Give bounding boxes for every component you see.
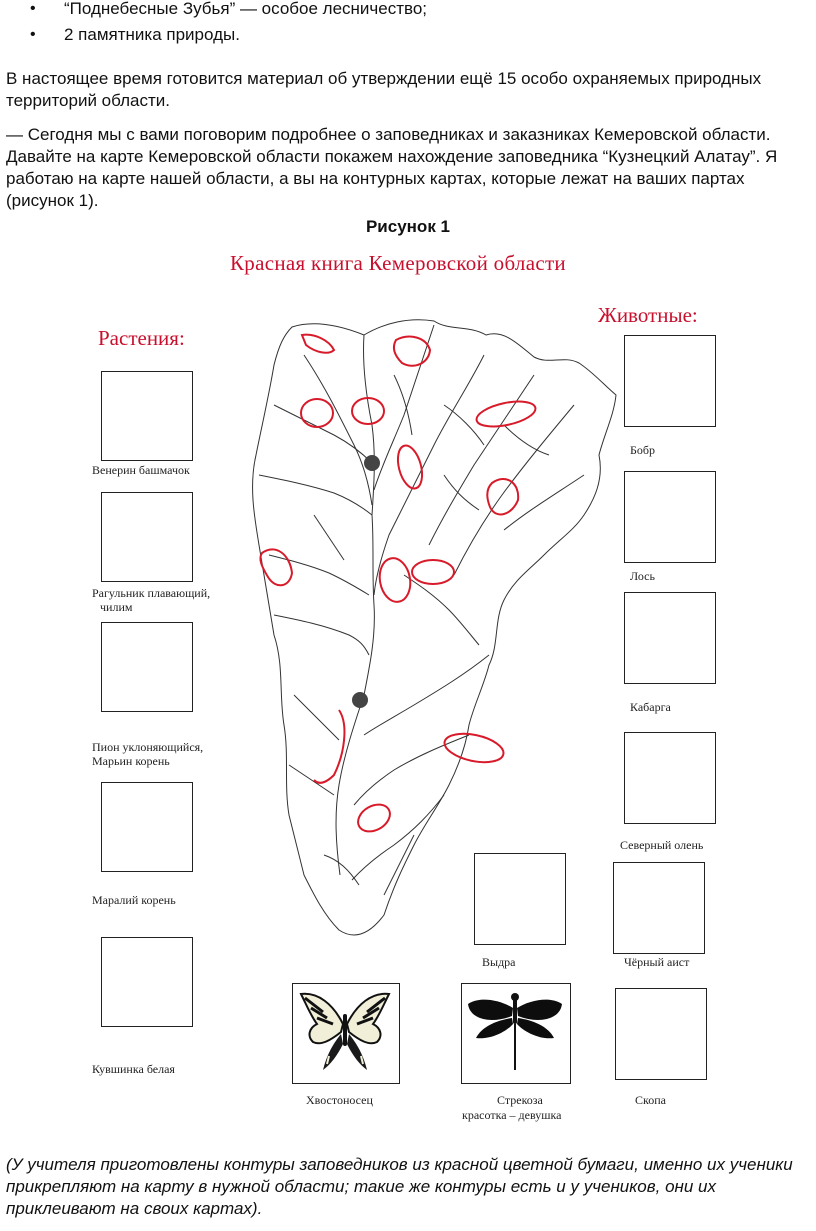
animal-label: Стрекоза <box>497 1093 543 1107</box>
plants-heading: Растения: <box>98 326 185 350</box>
teacher-note: (У учителя приготовлены контуры заповедников из красной цветной бумаги, именно их ученики прикрепляют на карту в нужной области; такие же контуры есть и у учеников, они их приклеивают на своих картах). <box>6 1155 793 1218</box>
animal-label: Чёрный аист <box>624 955 690 969</box>
plant-label: Кувшинка белая <box>92 1062 175 1076</box>
city-marker-icon <box>352 692 368 708</box>
paragraph-intro: В настоящее время готовится материал об утверждении ещё 15 особо охраняемых природных территорий области. <box>6 69 762 110</box>
plant-label-line2: чилим <box>100 600 133 614</box>
animal-label: Выдра <box>482 955 516 969</box>
plant-label: Маралий корень <box>92 893 176 907</box>
dragonfly-icon <box>462 984 568 1081</box>
paragraph-lesson: — Сегодня мы с вами поговорим подробнее о заповедниках и заказниках Кемеровской области. Давайте на карте Кемеровской области покажем нахождение заповедника “Кузнецкий Алатау”. Я работаю на карте нашей области, а вы на контурных картах, которые лежат на ваших партах (рисунок 1). <box>6 125 778 210</box>
plant-photo-box <box>101 492 193 582</box>
bullet-list <box>0 0 427 48</box>
plant-photo-box <box>101 371 193 461</box>
animal-label: Кабарга <box>630 700 671 714</box>
plant-label: Венерин башмачок <box>92 463 190 477</box>
reserve-outlines <box>260 335 537 837</box>
plant-label: Рагульник плавающий, <box>92 586 211 600</box>
city-marker-icon <box>364 455 380 471</box>
animal-photo-box <box>615 988 707 1080</box>
animal-photo-box <box>624 335 716 427</box>
plant-label-line2: Марьин корень <box>92 754 170 768</box>
swallowtail-photo-box <box>292 983 400 1084</box>
animal-photo-box <box>624 732 716 824</box>
plant-label: Пион уклоняющийся, <box>92 740 204 754</box>
dragonfly-photo-box <box>461 983 571 1084</box>
figure-caption: Рисунок 1 <box>365 217 451 236</box>
animal-photo-box <box>624 592 716 684</box>
animal-photo-box <box>624 471 716 563</box>
animal-label: Бобр <box>630 443 655 457</box>
animal-label: Лось <box>630 569 655 583</box>
animals-heading: Животные: <box>598 303 698 327</box>
plant-photo-box <box>101 937 193 1027</box>
bullet-item: • 2 памятника природы. <box>0 22 427 48</box>
bullet-item: • “Поднебесные Зубья” — особое лесничество; <box>0 0 427 22</box>
figure-title: Красная книга Кемеровской области <box>230 251 566 275</box>
animal-label: Северный олень <box>620 838 704 852</box>
animal-label-line2: красотка – девушка <box>462 1108 562 1122</box>
region-border <box>253 320 616 935</box>
plant-photo-box <box>101 622 193 712</box>
animal-label: Хвостоносец <box>306 1093 373 1107</box>
swallowtail-butterfly-icon <box>293 984 397 1081</box>
animal-label: Скопа <box>635 1093 666 1107</box>
kemerovo-region-map <box>244 315 630 947</box>
plant-photo-box <box>101 782 193 872</box>
